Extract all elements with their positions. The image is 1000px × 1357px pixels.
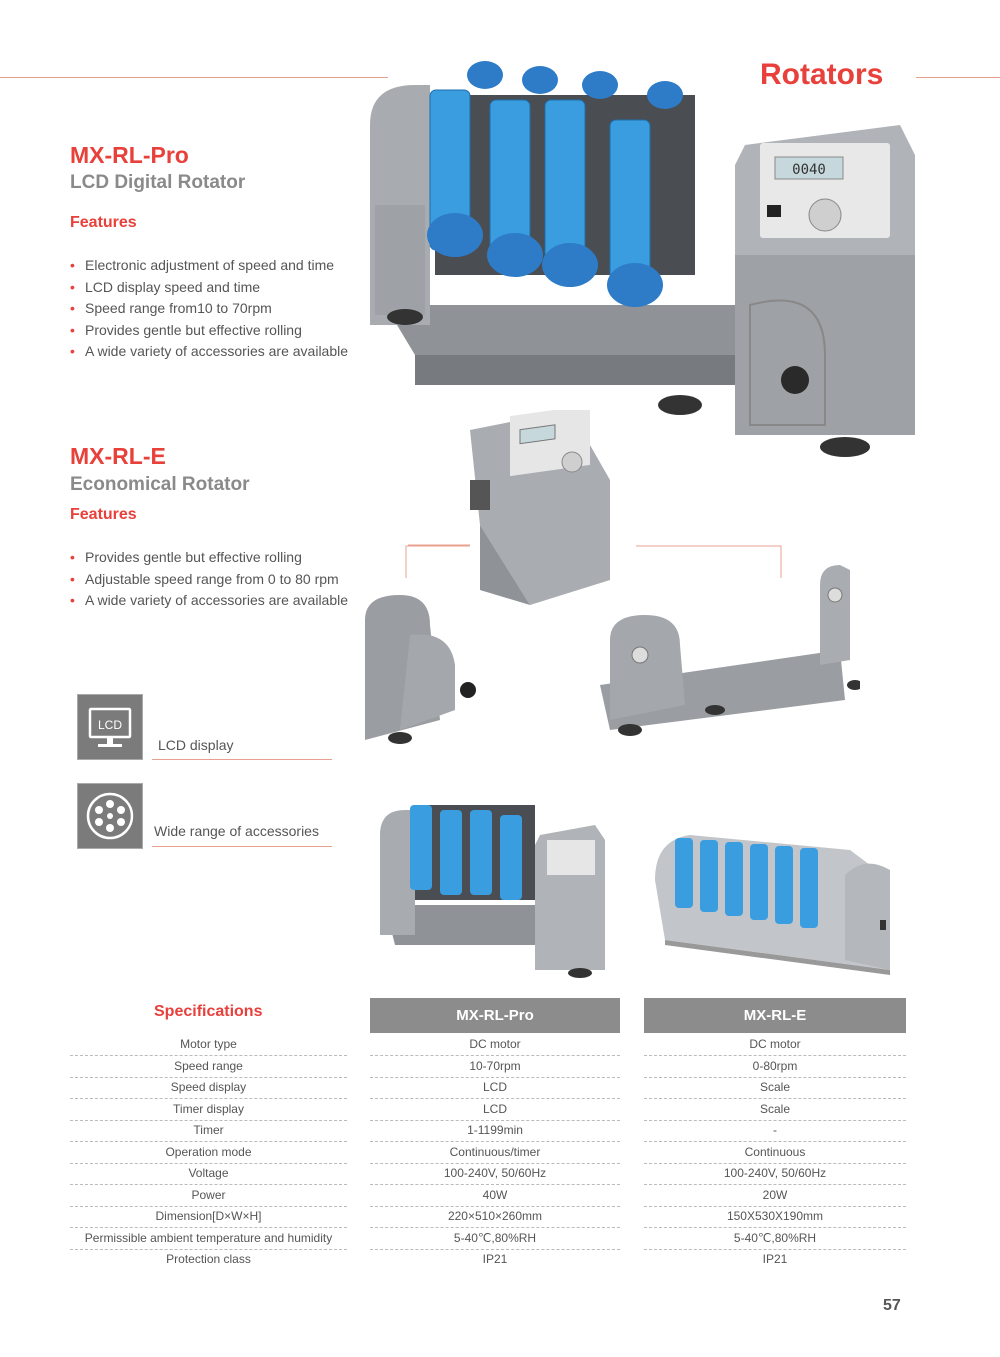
feature-item: • A wide variety of accessories are available: [70, 590, 348, 612]
feature-item: • A wide variety of accessories are available: [70, 341, 348, 363]
spec-param: Motor type: [70, 1034, 347, 1056]
tube-rotator-image: [650, 820, 900, 980]
spec-pro: LCD: [370, 1077, 620, 1099]
spec-pro: IP21: [482, 1252, 508, 1266]
spec-e: 0-80rpm: [644, 1056, 906, 1078]
specs-col-pro: MX-RL-Pro: [370, 998, 620, 1033]
product-pro-subtitle: LCD Digital Rotator: [70, 172, 246, 193]
spec-param: Speed range: [70, 1056, 347, 1078]
spec-e: Scale: [644, 1077, 906, 1099]
spec-pro: 1-1199min: [370, 1120, 620, 1142]
highlight-rule: [152, 846, 332, 847]
spec-param: Power: [70, 1185, 347, 1207]
spec-pro: 5-40℃,80%RH: [370, 1228, 620, 1250]
table-row: [70, 1228, 906, 1250]
table-row: [70, 1206, 906, 1228]
spec-pro: Continuous/timer: [370, 1142, 620, 1164]
table-row: [70, 1077, 906, 1099]
spec-pro: 220×510×260mm: [370, 1206, 620, 1228]
spec-param: Timer: [70, 1120, 347, 1142]
spec-pro: LCD: [370, 1099, 620, 1121]
table-row: [70, 1056, 906, 1078]
page-title: Rotators: [760, 58, 884, 91]
spec-e: -: [644, 1120, 906, 1142]
spec-e: 100-240V, 50/60Hz: [644, 1163, 906, 1185]
spec-param: Protection class: [166, 1252, 251, 1266]
lcd-readout: 0040: [792, 162, 826, 178]
table-row: [70, 1099, 906, 1121]
mx-rl-e-product-image: [340, 410, 860, 750]
table-row: [70, 1034, 906, 1056]
feature-item: • Speed range from10 to 70rpm: [70, 298, 348, 320]
accessories-wheel-icon: [77, 783, 143, 849]
spec-pro: DC motor: [370, 1034, 620, 1056]
spec-param: Timer display: [70, 1099, 347, 1121]
header-rule-left: [0, 77, 388, 78]
product-e-model: MX-RL-E: [70, 443, 166, 469]
table-row: [70, 1249, 906, 1271]
highlight-accessories-label: Wide range of accessories: [154, 823, 319, 839]
spec-e: 20W: [644, 1185, 906, 1207]
feature-item: • LCD display speed and time: [70, 277, 348, 299]
mx-rl-pro-product-image: [355, 55, 930, 465]
spec-param: Operation mode: [70, 1142, 347, 1164]
spec-e: Continuous: [644, 1142, 906, 1164]
spec-param: Permissible ambient temperature and humidity: [70, 1228, 347, 1250]
product-pro-features-heading: Features: [70, 214, 137, 231]
spec-e: 150X530X190mm: [644, 1206, 906, 1228]
highlight-rule: [152, 759, 332, 760]
spec-pro: 100-240V, 50/60Hz: [370, 1163, 620, 1185]
product-pro-model: MX-RL-Pro: [70, 142, 189, 168]
spec-e: 5-40℃,80%RH: [644, 1228, 906, 1250]
spec-pro: 10-70rpm: [370, 1056, 620, 1078]
spec-param: Speed display: [70, 1077, 347, 1099]
table-row: [70, 1120, 906, 1142]
spec-pro: 40W: [370, 1185, 620, 1207]
feature-item: • Provides gentle but effective rolling: [70, 320, 348, 342]
lcd-monitor-icon: [77, 694, 143, 760]
product-e-feature-list: [70, 547, 348, 612]
product-e-features-heading: Features: [70, 506, 137, 523]
page-number: 57: [883, 1297, 901, 1314]
specs-heading: Specifications: [154, 1003, 263, 1020]
spec-param: Voltage: [70, 1163, 347, 1185]
highlight-lcd-label: LCD display: [158, 737, 234, 753]
spec-e: DC motor: [644, 1034, 906, 1056]
spec-e: Scale: [644, 1099, 906, 1121]
feature-item: • Adjustable speed range from 0 to 80 rpm: [70, 569, 348, 591]
product-e-subtitle: Economical Rotator: [70, 474, 250, 495]
feature-item: • Electronic adjustment of speed and time: [70, 255, 348, 277]
table-row: [70, 1163, 906, 1185]
lcd-icon-text: LCD: [97, 718, 123, 732]
spec-e: IP21: [762, 1252, 788, 1266]
spec-param: Dimension[D×W×H]: [70, 1206, 347, 1228]
product-pro-feature-list: [70, 255, 348, 363]
table-row: [70, 1185, 906, 1207]
table-row: [70, 1142, 906, 1164]
specs-col-e: MX-RL-E: [644, 998, 906, 1033]
mx-rl-pro-small-image: [375, 795, 645, 980]
feature-item: • Provides gentle but effective rolling: [70, 547, 348, 569]
